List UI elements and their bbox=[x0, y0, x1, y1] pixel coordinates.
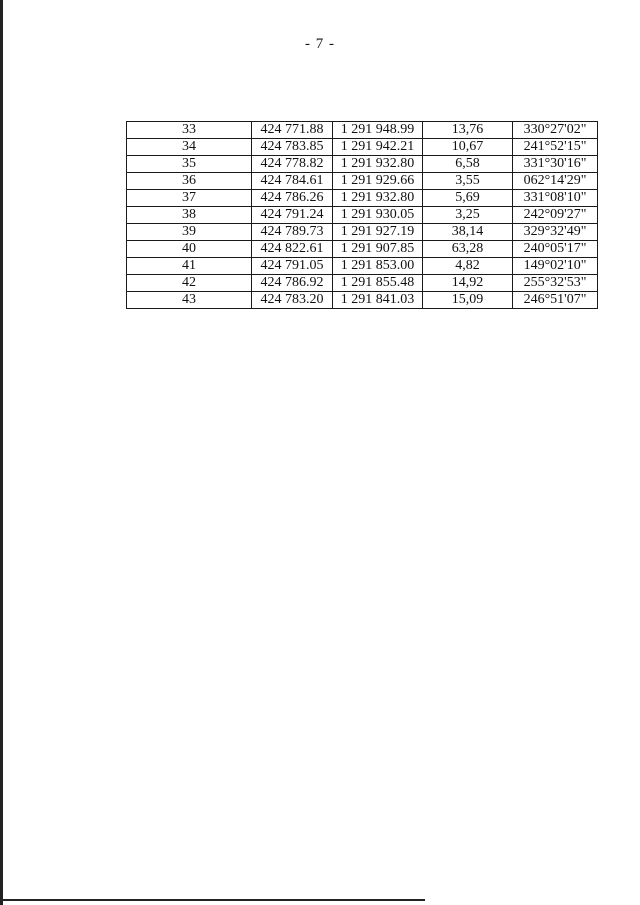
scan-bottom-edge bbox=[0, 899, 425, 901]
x-coordinate-cell: 424 771.88 bbox=[252, 122, 333, 139]
y-coordinate-cell: 1 291 932.80 bbox=[333, 190, 423, 207]
x-coordinate-cell: 424 791.05 bbox=[252, 258, 333, 275]
table-row bbox=[127, 275, 598, 292]
point-number-cell: 40 bbox=[127, 241, 252, 258]
angle-cell: 149°02'10" bbox=[513, 258, 598, 275]
angle-cell: 330°27'02" bbox=[513, 122, 598, 139]
x-coordinate-cell: 424 786.26 bbox=[252, 190, 333, 207]
distance-cell: 63,28 bbox=[423, 241, 513, 258]
point-number-cell: 35 bbox=[127, 156, 252, 173]
table-row bbox=[127, 156, 598, 173]
x-coordinate-cell: 424 786.92 bbox=[252, 275, 333, 292]
y-coordinate-cell: 1 291 907.85 bbox=[333, 241, 423, 258]
table-row bbox=[127, 241, 598, 258]
point-number-cell: 34 bbox=[127, 139, 252, 156]
table-row bbox=[127, 190, 598, 207]
table-row bbox=[127, 139, 598, 156]
y-coordinate-cell: 1 291 853.00 bbox=[333, 258, 423, 275]
angle-cell: 062°14'29" bbox=[513, 173, 598, 190]
distance-cell: 3,55 bbox=[423, 173, 513, 190]
page-number: - 7 - bbox=[305, 36, 335, 52]
angle-cell: 242°09'27" bbox=[513, 207, 598, 224]
point-number-cell: 43 bbox=[127, 292, 252, 309]
table-row bbox=[127, 292, 598, 309]
distance-cell: 14,92 bbox=[423, 275, 513, 292]
distance-cell: 3,25 bbox=[423, 207, 513, 224]
x-coordinate-cell: 424 822.61 bbox=[252, 241, 333, 258]
angle-cell: 255°32'53" bbox=[513, 275, 598, 292]
angle-cell: 329°32'49" bbox=[513, 224, 598, 241]
distance-cell: 38,14 bbox=[423, 224, 513, 241]
coordinates-table bbox=[126, 121, 598, 309]
point-number-cell: 41 bbox=[127, 258, 252, 275]
distance-cell: 6,58 bbox=[423, 156, 513, 173]
table-row bbox=[127, 122, 598, 139]
distance-cell: 13,76 bbox=[423, 122, 513, 139]
y-coordinate-cell: 1 291 855.48 bbox=[333, 275, 423, 292]
table-row bbox=[127, 258, 598, 275]
angle-cell: 331°30'16" bbox=[513, 156, 598, 173]
y-coordinate-cell: 1 291 927.19 bbox=[333, 224, 423, 241]
point-number-cell: 42 bbox=[127, 275, 252, 292]
angle-cell: 241°52'15" bbox=[513, 139, 598, 156]
y-coordinate-cell: 1 291 942.21 bbox=[333, 139, 423, 156]
x-coordinate-cell: 424 791.24 bbox=[252, 207, 333, 224]
x-coordinate-cell: 424 784.61 bbox=[252, 173, 333, 190]
angle-cell: 246°51'07" bbox=[513, 292, 598, 309]
distance-cell: 4,82 bbox=[423, 258, 513, 275]
distance-cell: 15,09 bbox=[423, 292, 513, 309]
table-row bbox=[127, 207, 598, 224]
point-number-cell: 39 bbox=[127, 224, 252, 241]
distance-cell: 10,67 bbox=[423, 139, 513, 156]
point-number-cell: 36 bbox=[127, 173, 252, 190]
x-coordinate-cell: 424 778.82 bbox=[252, 156, 333, 173]
point-number-cell: 33 bbox=[127, 122, 252, 139]
x-coordinate-cell: 424 789.73 bbox=[252, 224, 333, 241]
y-coordinate-cell: 1 291 841.03 bbox=[333, 292, 423, 309]
point-number-cell: 38 bbox=[127, 207, 252, 224]
scan-left-edge bbox=[0, 0, 3, 905]
y-coordinate-cell: 1 291 932.80 bbox=[333, 156, 423, 173]
point-number-cell: 37 bbox=[127, 190, 252, 207]
table-row bbox=[127, 224, 598, 241]
x-coordinate-cell: 424 783.20 bbox=[252, 292, 333, 309]
y-coordinate-cell: 1 291 930.05 bbox=[333, 207, 423, 224]
table-row bbox=[127, 173, 598, 190]
y-coordinate-cell: 1 291 948.99 bbox=[333, 122, 423, 139]
angle-cell: 331°08'10" bbox=[513, 190, 598, 207]
x-coordinate-cell: 424 783.85 bbox=[252, 139, 333, 156]
angle-cell: 240°05'17" bbox=[513, 241, 598, 258]
distance-cell: 5,69 bbox=[423, 190, 513, 207]
y-coordinate-cell: 1 291 929.66 bbox=[333, 173, 423, 190]
